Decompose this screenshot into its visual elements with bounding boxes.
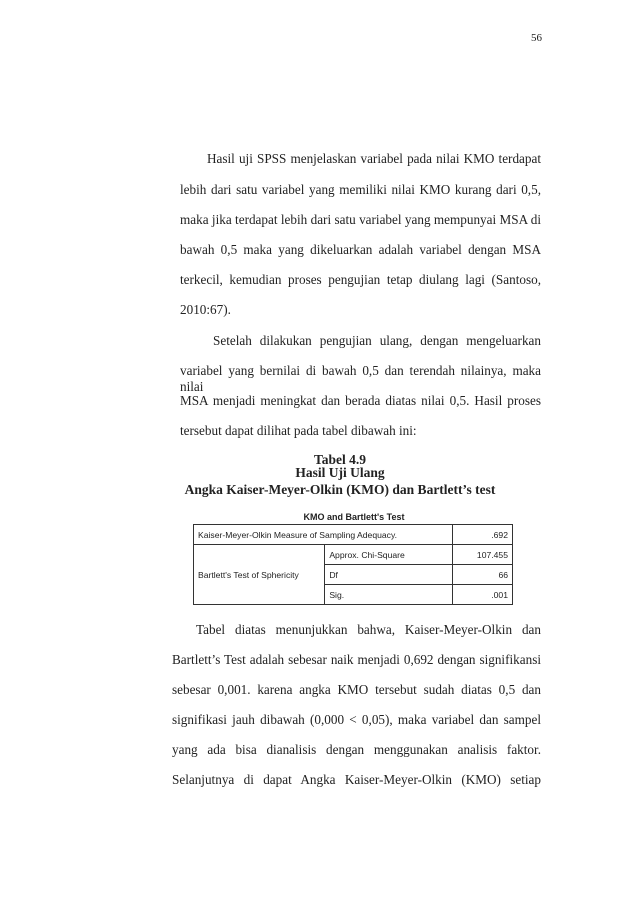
paragraph-1-line-4: bawah 0,5 maka yang dikeluarkan adalah variabel dengan MSA — [180, 242, 541, 257]
paragraph-1-line-3: maka jika terdapat lebih dari satu variabel yang mempunyai MSA di — [180, 212, 541, 227]
df-label-cell: Df — [325, 565, 453, 585]
paragraph-3-line-2: Bartlett’s Test adalah sebesar naik menjadi 0,692 dengan signifikansi — [172, 652, 541, 667]
paragraph-1-line-2: lebih dari satu variabel yang memiliki nilai KMO kurang dari 0,5, — [180, 182, 541, 197]
paragraph-3-line-6: Selanjutnya di dapat Angka Kaiser-Meyer-Olkin (KMO) setiap — [172, 772, 541, 787]
paragraph-1-line-1: Hasil uji SPSS menjelaskan variabel pada nilai KMO terdapat — [207, 151, 541, 166]
paragraph-3-line-1: Tabel diatas menunjukkan bahwa, Kaiser-Meyer-Olkin dan — [196, 622, 541, 637]
table-row — [194, 545, 513, 565]
paragraph-3-line-5: yang ada bisa dianalisis dengan menggunakan analisis faktor. — [172, 742, 541, 757]
kmo-table-title: KMO and Bartlett's Test — [303, 512, 405, 522]
paragraph-3-line-3: sebesar 0,001. karena angka KMO tersebut sudah diatas 0,5 dan — [172, 682, 541, 697]
paragraph-2-line-4: tersebut dapat dilihat pada tabel dibawah ini: — [180, 423, 417, 438]
df-value-cell: 66 — [453, 565, 513, 585]
bartlett-label-cell: Bartlett's Test of Sphericity — [194, 545, 325, 605]
paragraph-3-line-4: signifikasi jauh dibawah (0,000 < 0,05), maka variabel dan sampel — [172, 712, 541, 727]
kmo-label-cell: Kaiser-Meyer-Olkin Measure of Sampling Adequacy. — [194, 525, 453, 545]
sig-label-cell: Sig. — [325, 585, 453, 605]
page-number: 56 — [531, 32, 542, 44]
paragraph-2-line-1: Setelah dilakukan pengujian ulang, dengan mengeluarkan — [213, 333, 541, 348]
paragraph-2-line-2: variabel yang bernilai di bawah 0,5 dan terendah nilainya, maka nilai — [180, 363, 541, 394]
table-caption-title: Hasil Uji Ulang — [295, 465, 385, 480]
kmo-value-cell: .692 — [453, 525, 513, 545]
table-row — [194, 525, 513, 545]
chi-square-value-cell: 107.455 — [453, 545, 513, 565]
paragraph-1-line-6: 2010:67). — [180, 302, 231, 317]
kmo-bartlett-table — [193, 524, 513, 605]
paragraph-1-line-5: terkecil, kemudian proses pengujian tetap diulang lagi (Santoso, — [180, 272, 541, 287]
sig-value-cell: .001 — [453, 585, 513, 605]
paragraph-2-line-3: MSA menjadi meningkat dan berada diatas nilai 0,5. Hasil proses — [180, 393, 541, 408]
chi-square-label-cell: Approx. Chi-Square — [325, 545, 453, 565]
table-caption-number: Tabel 4.9 — [313, 452, 367, 467]
table-caption-subtitle: Angka Kaiser-Meyer-Olkin (KMO) dan Bartlett’s test — [184, 482, 496, 497]
